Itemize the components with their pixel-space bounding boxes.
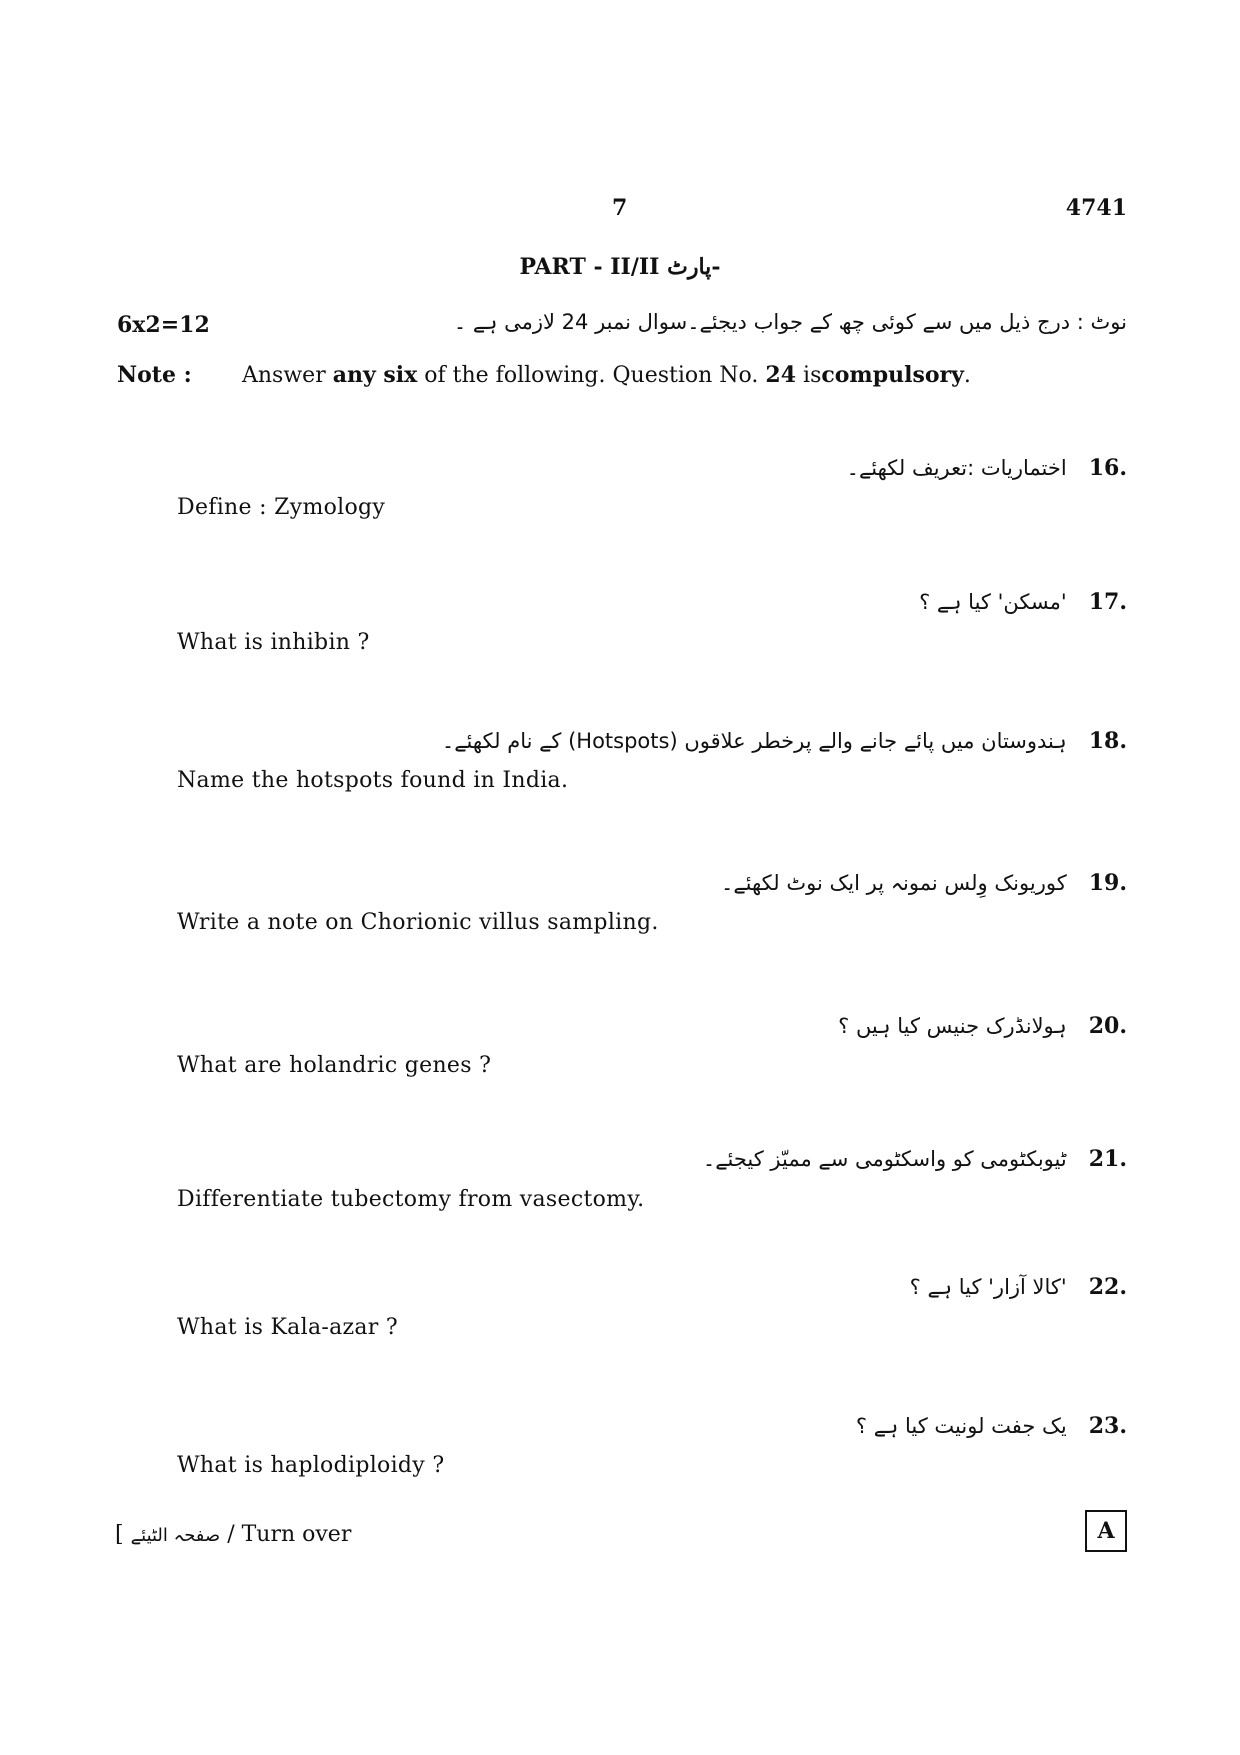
part-title-urdu: پارٹ- (667, 254, 721, 280)
note-text-2: of the following. Question No. (424, 363, 759, 388)
english-note (117, 362, 971, 388)
part-title-english: PART - II/II (519, 254, 660, 280)
question-urdu (910, 1274, 1127, 1300)
question-number: .16 (1088, 455, 1127, 481)
question-english: Define : Zymology (177, 495, 386, 520)
urdu-note: نوٹ : درج ذیل میں سے کوئی چھ کے جواب دیجئے۔سوال نمبر 24 لازمی ہے ۔ (453, 310, 1127, 334)
question-urdu-text: اختماریات :تعریف لکھئے۔ (846, 456, 1067, 480)
question-urdu (847, 455, 1127, 481)
question-urdu-text: یک جفت لونیت کیا ہے ؟ (855, 1414, 1067, 1438)
question-urdu-text: ہندوستان میں پائے جانے والے پرخطر علاقوں (Hotspots) کے نام لکھئے۔ (441, 729, 1067, 753)
note-text-1: Answer (242, 363, 326, 388)
note-bold-3: compulsory (821, 362, 964, 388)
question-urdu-text: 'مسکن' کیا ہے ؟ (919, 590, 1067, 614)
question-number: .21 (1088, 1146, 1127, 1172)
question-number: .22 (1088, 1274, 1127, 1300)
question-english: What is haplodiploidy ? (177, 1453, 445, 1478)
question-english: What is inhibin ? (177, 630, 370, 655)
question-english: What is Kala-azar ? (177, 1315, 399, 1340)
note-text-4: . (963, 363, 971, 388)
question-urdu-text: کوریونک وِلس نمونہ پر ایک نوٹ لکھئے۔ (721, 871, 1067, 895)
question-english: Write a note on Chorionic villus sampling. (177, 910, 659, 935)
question-urdu (442, 728, 1127, 754)
question-number: .19 (1088, 870, 1127, 896)
question-urdu (919, 589, 1127, 615)
question-english: What are holandric genes ? (177, 1053, 492, 1078)
part-title (0, 254, 1240, 280)
footer-turn-over: / Turn over (227, 1522, 352, 1547)
question-urdu (838, 1013, 1127, 1039)
question-english: Name the hotspots found in India. (177, 768, 569, 793)
page-number: 7 (612, 195, 628, 221)
footer-urdu-turn-over: صفحہ الٹیئے (130, 1525, 221, 1546)
question-urdu-text: ٹیوبکٹومی کو واسکٹومی سے ممیّز کیجئے۔ (702, 1147, 1067, 1171)
question-urdu-text: ہولانڈرک جنیس کیا ہیں ؟ (838, 1014, 1067, 1038)
booklet-code-box: A (1085, 1510, 1127, 1552)
marks-allocation: 6x2=12 (117, 312, 210, 338)
note-text-3: is (803, 363, 822, 388)
note-bold-1: any six (332, 362, 418, 388)
question-urdu (703, 1146, 1127, 1172)
note-bold-2: 24 (765, 362, 797, 388)
footer-bracket: [ (115, 1522, 124, 1547)
note-label: Note : (117, 362, 192, 388)
question-urdu-text: 'کالا آزار' کیا ہے ؟ (909, 1275, 1067, 1299)
question-urdu (721, 870, 1127, 896)
question-number: .23 (1088, 1413, 1127, 1439)
paper-code: 4741 (1065, 195, 1127, 221)
question-number: .18 (1088, 728, 1127, 754)
question-english: Differentiate tubectomy from vasectomy. (177, 1187, 645, 1212)
question-number: .17 (1088, 589, 1127, 615)
question-urdu (856, 1413, 1127, 1439)
question-number: .20 (1088, 1013, 1127, 1039)
turn-over-footer (115, 1522, 351, 1547)
